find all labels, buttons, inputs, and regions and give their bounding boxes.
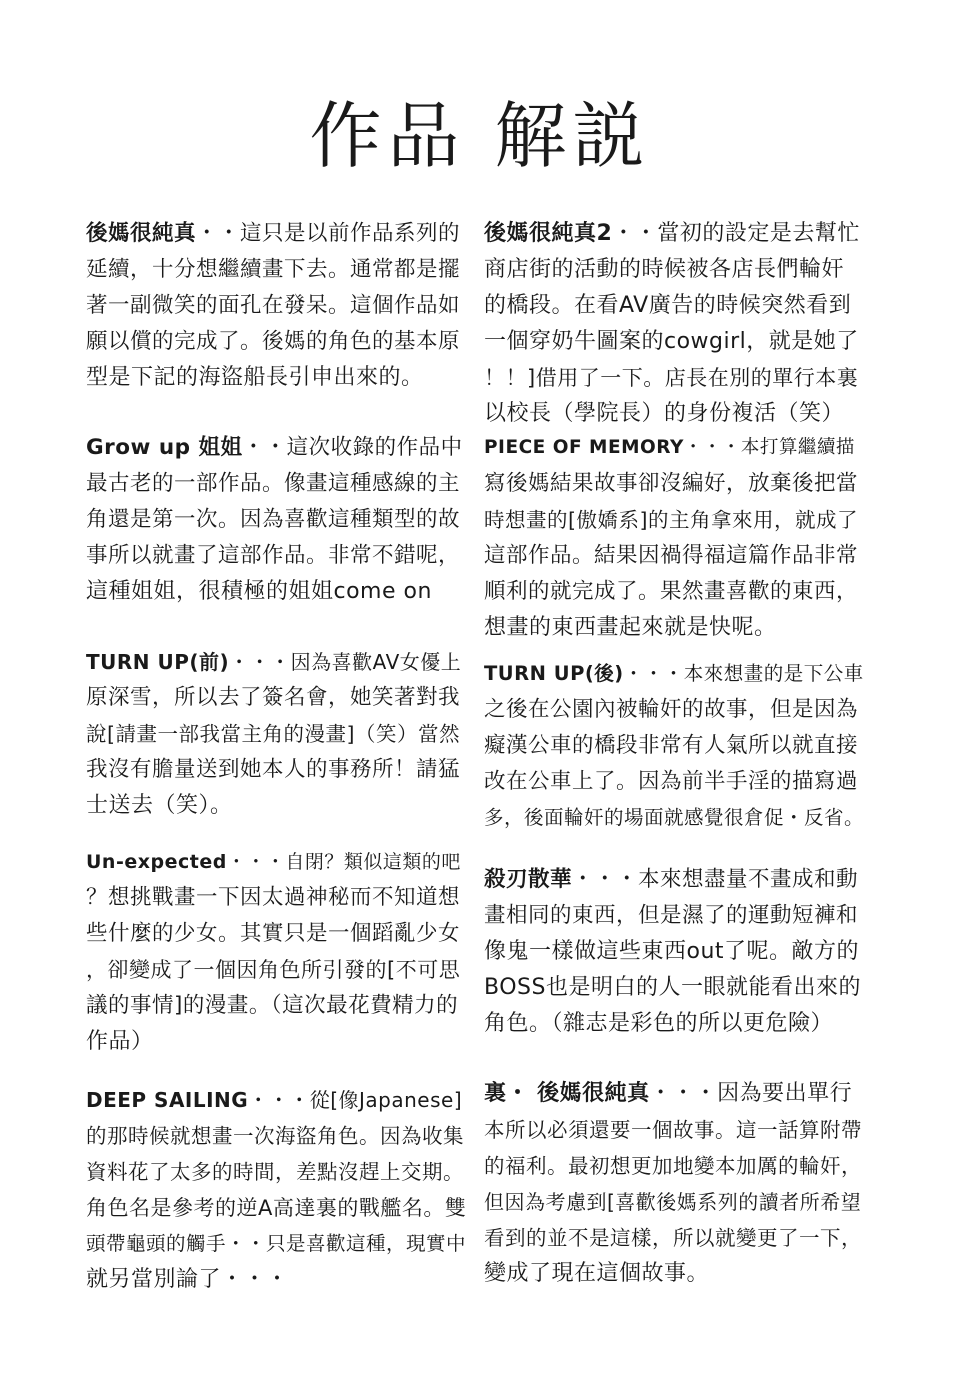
entry-text: ・・・本打算繼續描 bbox=[683, 437, 855, 458]
entry-title: PIECE OF MEMORY bbox=[484, 437, 684, 458]
entry-title: TURN UP(前) bbox=[86, 650, 230, 674]
entry-line: 時想畫的[傲嬌系]的主角拿來用，就成了 bbox=[484, 508, 858, 532]
entry-line: 想畫的東西畫起來就是快呢。 bbox=[484, 615, 777, 640]
entry-line: 我沒有膽量送到她本人的事務所！請猛 bbox=[86, 757, 461, 782]
entry-line: 延續，十分想繼續畫下去。通常都是擺 bbox=[86, 257, 461, 282]
entry-line: 的橋段。在看AV廣告的時候突然看到 bbox=[484, 293, 852, 318]
entry-first-line bbox=[484, 1076, 864, 1112]
entry-line: 寫後媽結果故事卻沒編好，放棄後把當 bbox=[484, 471, 859, 496]
entry-line: 最古老的一部作品。像畫這種感線的主 bbox=[86, 471, 461, 496]
entry-line: 一個穿奶牛圖案的cowgirl，就是她了 bbox=[484, 329, 859, 354]
entry-line: 本所以必須還要一個故事。這一話算附帶 bbox=[484, 1118, 862, 1142]
entry-line: 作品） bbox=[86, 1029, 154, 1054]
entry-line: 順利的就完成了。果然畫喜歡的東西， bbox=[484, 579, 859, 604]
entry-text: ・・・因為喜歡AV女優上 bbox=[229, 650, 462, 674]
entry-line: 些什麼的少女。其實只是一個蹈亂少女 bbox=[86, 921, 461, 946]
entry-first-line bbox=[86, 216, 466, 252]
entry-line: 資料花了太多的時間，差點沒趕上交期。 bbox=[86, 1160, 464, 1184]
entry-line: 原深雪，所以去了簽名會，她笑著對我 bbox=[86, 685, 461, 710]
entry-line: ？想挑戰畫一下因太過神秘而不知道想 bbox=[86, 885, 461, 910]
entry-text: ・・・因為要出單行 bbox=[649, 1081, 853, 1106]
entry-first-line bbox=[86, 844, 466, 880]
entry-first-line bbox=[484, 430, 864, 466]
entry-line: 的那時候就想畫一次海盜角色。因為收集 bbox=[86, 1124, 464, 1148]
entry-turn-up-back bbox=[484, 656, 864, 836]
entry-line: 議的事情]的漫畫。（這次最花費精力的 bbox=[86, 993, 459, 1018]
entry-title: Grow up 姐姐 bbox=[86, 435, 243, 460]
entry-text: ・・・本來想盡量不畫成和動 bbox=[572, 867, 859, 892]
entry-line: 像鬼一樣做這些東西out了呢。敵方的 bbox=[484, 939, 860, 964]
entry-title: 後媽很純真2 bbox=[484, 221, 613, 246]
entry-line: 願以償的完成了。後媽的角色的基本原 bbox=[86, 329, 461, 354]
entry-text: ・・這次收錄的作品中 bbox=[242, 435, 463, 460]
entry-line: 這部作品。結果因禍得福這篇作品非常 bbox=[484, 543, 859, 568]
entry-first-line bbox=[484, 862, 864, 898]
entry-line: 但因為考慮到[喜歡後媽系列的讀者所希望 bbox=[484, 1190, 862, 1214]
entry-line: 變成了現在這個故事。 bbox=[484, 1261, 710, 1286]
entry-line: 角還是第一次。因為喜歡這種類型的故 bbox=[86, 507, 461, 532]
entry-text: ・・這只是以前作品系列的 bbox=[196, 221, 461, 246]
entry-line: ！！]借用了一下。店長在別的單行本裏 bbox=[484, 366, 859, 390]
entry-text: ・・・本來想畫的是下公車 bbox=[623, 662, 864, 685]
entry-line: 事所以就畫了這部作品。非常不錯呢， bbox=[86, 543, 461, 568]
entry-first-line bbox=[484, 656, 864, 692]
entry-text: ・・・自閉？類似這類的吧 bbox=[226, 851, 461, 873]
entry-line: BOSS也是明白的人一眼就能看出來的 bbox=[484, 975, 861, 1000]
entry-line: 頭帶龜頭的觸手・・只是喜歡這種，現實中 bbox=[86, 1232, 467, 1255]
entry-title: 裏・ 後媽很純真 bbox=[484, 1081, 650, 1106]
entry-line: 說[請畫一部我當主角的漫畫]（笑）當然 bbox=[86, 722, 460, 746]
entry-title: 後媽很純真 bbox=[86, 221, 197, 246]
entry-line: 型是下記的海盜船長引申出來的。 bbox=[86, 365, 424, 390]
page-title: 作品 解説 bbox=[309, 94, 651, 178]
entry-first-line bbox=[86, 1082, 466, 1118]
entry-line: 角色。（雜志是彩色的所以更危險） bbox=[484, 1011, 834, 1036]
entry-first-line bbox=[86, 430, 466, 466]
entry-atomama-1 bbox=[86, 216, 466, 396]
entry-piece-of-memory bbox=[484, 430, 864, 646]
entry-line: 多，後面輪奸的場面就感覺很倉促・反省。 bbox=[484, 806, 865, 829]
entry-line: 就另當別論了・・・ bbox=[86, 1267, 289, 1292]
entry-title: 殺刃散華 bbox=[484, 867, 573, 892]
entry-line: 癡漢公車的橋段非常有人氣所以就直接 bbox=[484, 733, 859, 758]
entry-line: ，卻變成了一個因角色所引發的[不可思 bbox=[86, 958, 461, 982]
entry-text: ・・當初的設定是去幫忙 bbox=[612, 221, 860, 246]
entry-title: TURN UP(後) bbox=[484, 662, 624, 685]
entry-line: 看到的並不是這樣，所以就變更了一下， bbox=[484, 1226, 862, 1250]
entry-turn-up-front bbox=[86, 644, 466, 824]
entry-text: ・・・從[像Japanese] bbox=[248, 1088, 463, 1112]
entry-grow-up bbox=[86, 430, 466, 610]
entry-title: Un-expected bbox=[86, 851, 227, 873]
entry-title: DEEP SAILING bbox=[86, 1088, 249, 1112]
entry-deep-sailing bbox=[86, 1082, 466, 1298]
entry-line: 士送去（笑）。 bbox=[86, 793, 233, 818]
entry-line: 畫相同的東西，但是濕了的運動短褲和 bbox=[484, 903, 859, 928]
entry-satsujin-sanka bbox=[484, 862, 864, 1042]
entry-line: 著一副微笑的面孔在發呆。這個作品如 bbox=[86, 293, 461, 318]
entry-line: 這種姐姐，很積極的姐姐come on bbox=[86, 579, 432, 604]
entry-first-line bbox=[484, 216, 864, 252]
entry-line: 的福利。最初想更加地變本加厲的輪奸， bbox=[484, 1154, 862, 1178]
entry-line: 改在公車上了。因為前半手淫的描寫過 bbox=[484, 769, 859, 794]
entry-atomama-2 bbox=[484, 216, 864, 432]
entry-line: 以校長（學院長）的身份複活（笑） bbox=[484, 401, 845, 426]
entry-line: 角色名是參考的逆A高達裏的戰艦名。雙 bbox=[86, 1196, 467, 1220]
entry-first-line bbox=[86, 644, 466, 680]
entry-ura-atomama bbox=[484, 1076, 864, 1292]
entry-line: 之後在公園內被輪奸的故事，但是因為 bbox=[484, 697, 859, 722]
entry-un-expected bbox=[86, 844, 466, 1060]
entry-line: 商店街的活動的時候被各店長們輪奸 bbox=[484, 257, 845, 282]
